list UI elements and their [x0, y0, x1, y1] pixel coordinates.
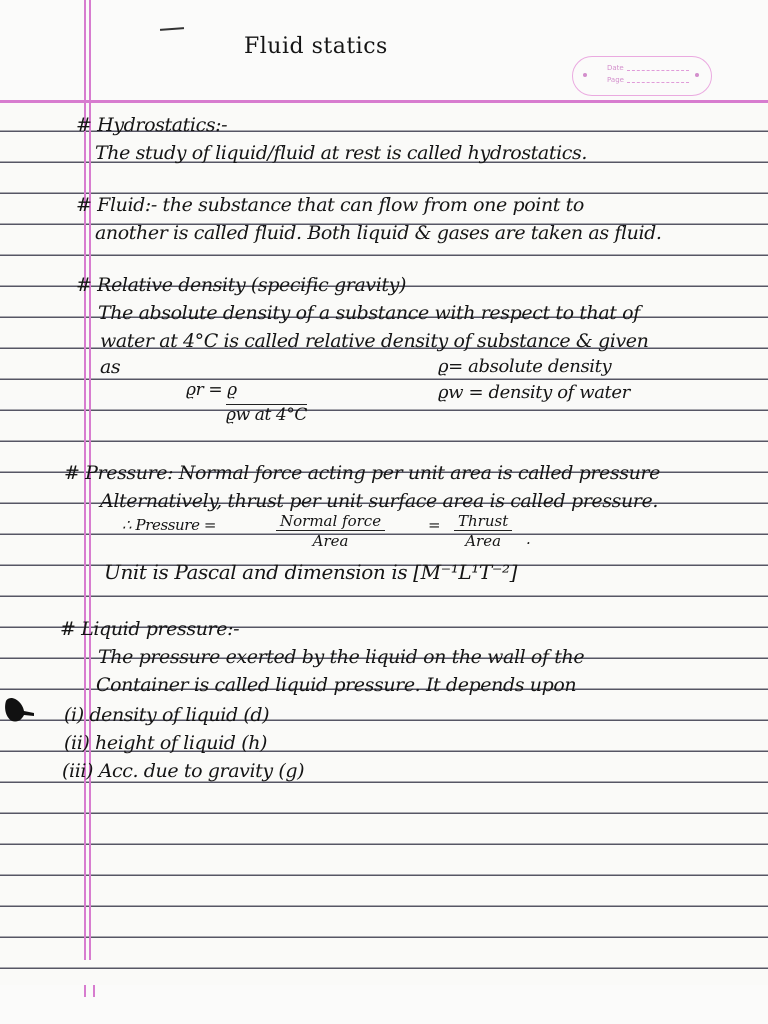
- pressure-definition-line2: Alternatively, thrust per unit surface area is called pressure.: [100, 490, 658, 512]
- liquid-pressure-line1: The pressure exerted by the liquid on the wall of the: [98, 646, 585, 668]
- fluid-definition-line1: # Fluid:- the substance that can flow from one point to: [76, 194, 584, 216]
- fraction-denominator-area-2: Area: [465, 532, 502, 550]
- pressure-formula-equals: =: [428, 516, 441, 534]
- header-margin-rule: [0, 100, 768, 103]
- pressure-fraction-normal-force: [276, 512, 385, 550]
- fraction-denominator-area: Area: [312, 532, 349, 550]
- margin-tick-mark: [84, 985, 95, 997]
- fluid-definition-line2: another is called fluid. Both liquid & gases are taken as fluid.: [95, 222, 662, 244]
- stamp-dot-left: [583, 73, 587, 77]
- relative-density-heading: # Relative density (specific gravity): [76, 274, 406, 296]
- relative-density-line1: The absolute density of a substance with respect to that of: [98, 302, 640, 324]
- dependency-item-gravity: (iii) Acc. due to gravity (g): [62, 760, 305, 782]
- liquid-pressure-line2: Container is called liquid pressure. It depends upon: [96, 674, 577, 696]
- pressure-formula-dot: .: [526, 530, 531, 548]
- dependency-item-height: (ii) height of liquid (h): [64, 732, 268, 754]
- pressure-definition-line1: # Pressure: Normal force acting per unit area is called pressure: [64, 462, 660, 484]
- relative-density-line3: as: [100, 356, 121, 378]
- legend-density-water: ϱw = density of water: [438, 382, 630, 403]
- hydrostatics-definition: The study of liquid/fluid at rest is called hydrostatics.: [95, 142, 587, 164]
- relative-density-formula: ϱr = ϱ: [186, 380, 237, 400]
- stamp-page-line: [627, 82, 689, 83]
- liquid-pressure-heading: # Liquid pressure:-: [60, 618, 240, 640]
- footer-area: [0, 985, 768, 1024]
- dependency-item-density: (i) density of liquid (d): [64, 704, 270, 726]
- legend-absolute-density: ϱ= absolute density: [438, 356, 612, 377]
- stamp-date-line: [627, 70, 689, 71]
- stamp-date-label: Date: [607, 64, 624, 72]
- stamp-dot-right: [695, 73, 699, 77]
- date-page-stamp: [572, 56, 712, 96]
- stamp-page-label: Page: [607, 76, 624, 84]
- pressure-fraction-thrust: [454, 512, 512, 550]
- pressure-unit-dimension: Unit is Pascal and dimension is [M⁻¹L¹T⁻²]: [104, 560, 518, 584]
- hydrostatics-heading: # Hydrostatics:-: [76, 114, 228, 136]
- relative-density-formula-denominator: ϱw at 4°C: [226, 405, 308, 425]
- fraction-numerator-thrust: Thrust: [454, 512, 512, 531]
- fraction-numerator-normal-force: Normal force: [276, 512, 385, 531]
- relative-density-line2: water at 4°C is called relative density of substance & given: [100, 330, 649, 352]
- hand-pointer-icon: [2, 695, 36, 727]
- pressure-formula-lead: ∴ Pressure =: [122, 516, 217, 534]
- page-title: Fluid statics: [244, 34, 388, 59]
